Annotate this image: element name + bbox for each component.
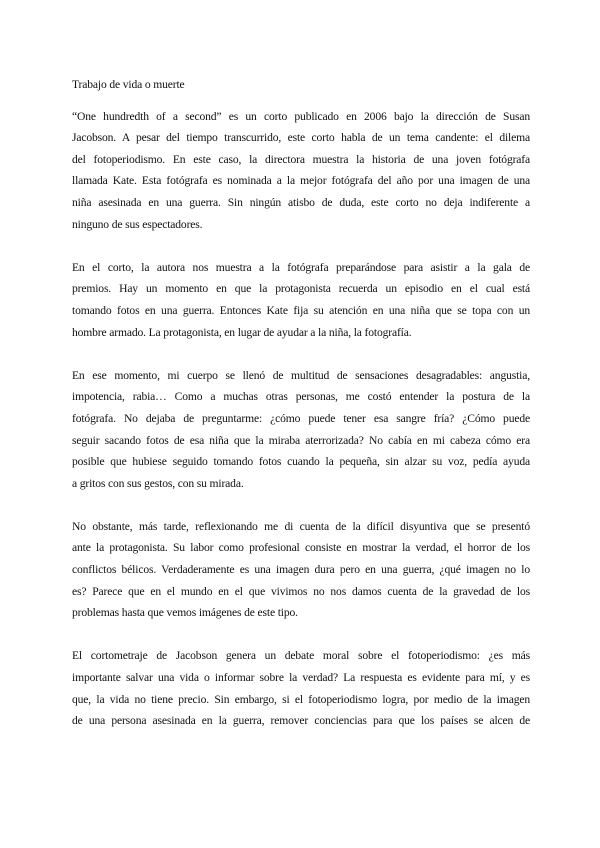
paragraph-1 [72,106,530,236]
paragraph-2 [72,257,530,343]
text-line: En ese momento, mi cuerpo se llenó de multitud de sensaciones desagradables: angustia, [72,368,530,382]
text-line: de una persona asesinada en la guerra, remover conciencias para que los países se alcen de [72,714,530,728]
text-line: importante salvar una vida o informar sobre la verdad? La respuesta es evidente para mí, y es [72,671,530,685]
document-title: Trabajo de vida o muerte [72,78,185,91]
text-line: problemas hasta que vemos imágenes de este tipo. [72,606,298,620]
document-body [72,74,530,753]
text-line: premios. Hay un momento en que la protagonista recuerda un episodio en el cual está [72,282,530,296]
text-line: El cortometraje de Jacobson genera un debate moral sobre el fotoperiodismo: ¿es más [72,649,530,663]
text-line: hombre armado. La protagonista, en lugar de ayudar a la niña, la fotografía. [72,325,412,339]
text-line: posible que hubiese seguido tomando fotos cuando la pequeña, sin alzar su voz, pedía ayuda [72,455,530,469]
text-line: ante la protagonista. Su labor como profesional consiste en mostrar la verdad, el horror de los [72,541,530,555]
paragraph-3 [72,365,530,495]
text-line: fotógrafa. No dejaba de preguntarme: ¿cómo puede tener esa sangre fría? ¿Cómo puede [72,411,530,425]
text-line: niña asesinada en una guerra. Sin ningún atisbo de duda, este corto no deja indiferente a [72,195,530,209]
text-line: ninguno de sus espectadores. [72,217,203,231]
text-line: “One hundredth of a second” es un corto publicado en 2006 bajo la dirección de Susan [72,109,530,123]
paragraph-5 [72,645,530,731]
text-line: es? Parece que en el mundo en el que vivimos no nos damos cuenta de la gravedad de los [72,584,530,598]
text-line: impotencia, rabia… Como a muchas otras personas, me costó entender la postura de la [72,390,530,404]
text-line: conflictos bélicos. Verdaderamente es una imagen dura pero en una guerra, ¿qué imagen no lo [72,563,530,577]
text-line: En el corto, la autora nos muestra a la fotógrafa preparándose para asistir a la gala de [72,260,530,274]
text-line: Jacobson. A pesar del tiempo transcurrido, este corto habla de un tema candente: el dilema [72,131,530,145]
text-line: del fotoperiodismo. En este caso, la directora muestra la historia de una joven fotógrafa [72,152,530,166]
text-line: que, la vida no tiene precio. Sin embargo, si el fotoperiodismo logra, por medio de la imagen [72,692,530,706]
text-line: a gritos con sus gestos, con su mirada. [72,476,244,490]
text-line: tomando fotos en una guerra. Entonces Kate fija su atención en una niña que se topa con un [72,303,530,317]
text-line: No obstante, más tarde, reflexionando me di cuenta de la difícil disyuntiva que se presentó [72,519,530,533]
text-line: seguir sacando fotos de esa niña que la miraba aterrorizada? No cabía en mi cabeza cómo era [72,433,530,447]
paragraph-4 [72,516,530,624]
text-line: llamada Kate. Esta fotógrafa es nominada a la mejor fotógrafa del año por una imagen de una [72,174,530,188]
